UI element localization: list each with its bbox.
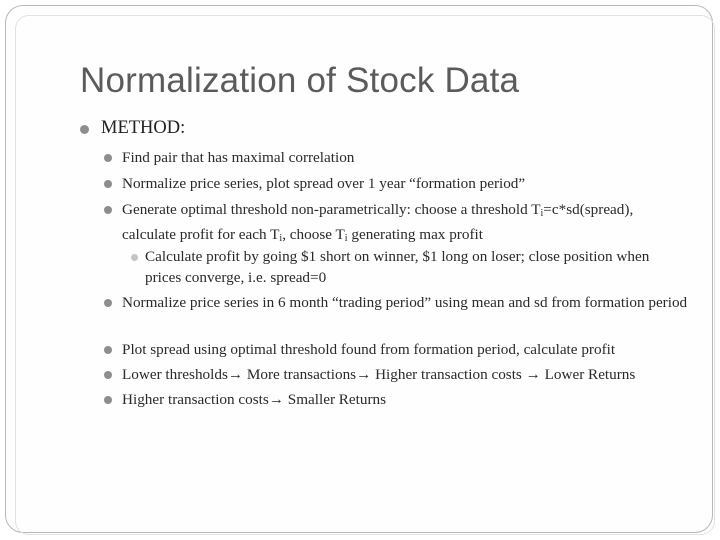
list-item-text: Normalize price series in 6 month “trading period” using mean and sd from formation period <box>122 294 688 311</box>
slide-title: Normalization of Stock Data <box>80 61 520 100</box>
list-item-find-pair <box>104 147 689 168</box>
list-item-higher-costs <box>104 389 689 410</box>
list-item-text: Calculate profit by going $1 short on winner, $1 long on loser; close position when prices converge, i.e. spread=0 <box>145 248 650 286</box>
list-item-text: Normalize price series, plot spread over 1 year “formation period” <box>122 175 526 192</box>
list-item-generate-threshold <box>104 199 689 249</box>
list-item-text: Find pair that has maximal correlation <box>122 149 355 166</box>
bullet-icon <box>104 371 112 379</box>
bullet-icon <box>104 396 112 404</box>
list-item-normalize-trading <box>104 292 689 313</box>
bullet-icon <box>104 299 112 307</box>
bullet-icon <box>80 125 89 134</box>
list-item-text: Generate optimal threshold non-parametrically: choose a threshold $T_i=c*sd(spread)$, calculate profit for each $T_i$, choose $T_i$ generating max profit <box>122 201 634 244</box>
bullet-icon <box>104 180 112 188</box>
bullet-icon <box>131 254 138 261</box>
method-label: METHOD: <box>101 118 186 138</box>
list-item-text: Plot spread using optimal threshold found from formation period, calculate profit <box>122 341 616 358</box>
list-item-calculate-profit <box>131 246 686 288</box>
bullet-icon <box>104 154 112 162</box>
list-item-lower-thresholds <box>104 364 689 385</box>
bullet-icon <box>104 346 112 354</box>
list-item-normalize-formation <box>104 173 689 194</box>
list-item-text: Higher transaction costs→ Smaller Returns <box>122 391 387 408</box>
list-item-text: Lower thresholds→ More transactions→ Higher transaction costs → Lower Returns <box>122 366 636 383</box>
bullet-icon <box>104 206 112 214</box>
list-item-plot-spread <box>104 339 689 360</box>
